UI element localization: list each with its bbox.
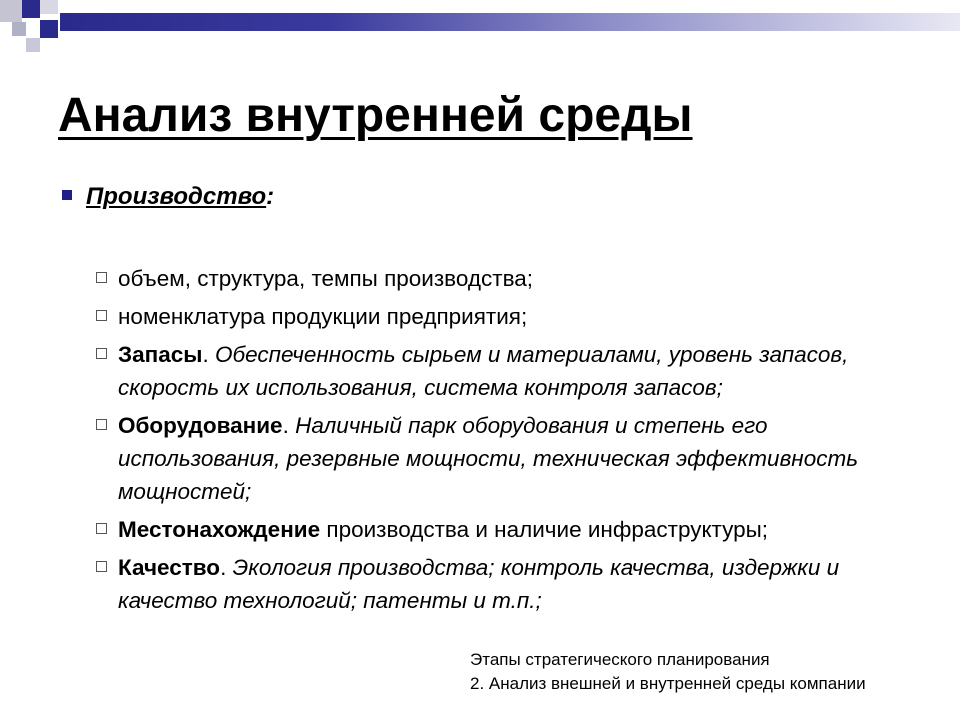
item-list <box>96 262 916 622</box>
section-heading <box>62 183 274 211</box>
footer-line-1: Этапы стратегического планирования <box>470 650 770 669</box>
decor-square-gray-3 <box>12 22 26 36</box>
item-text: объем, структура, темпы производства; <box>118 266 534 291</box>
list-item <box>96 338 916 404</box>
decor-square-gray-4 <box>26 38 40 52</box>
item-lead: Оборудование <box>118 413 283 438</box>
list-item <box>96 551 916 617</box>
checkbox-bullet-icon <box>96 272 107 283</box>
checkbox-bullet-icon <box>96 310 107 321</box>
decor-square-gray-1 <box>0 0 22 22</box>
footer-line-2: 2. Анализ внешней и внутренней среды компании <box>470 674 866 693</box>
item-text: . <box>202 342 215 367</box>
square-bullet-icon <box>62 190 72 200</box>
decor-square-blue-2 <box>40 20 58 38</box>
checkbox-bullet-icon <box>96 561 107 572</box>
item-text: номенклатура продукции предприятия; <box>118 304 528 329</box>
list-item <box>96 262 916 295</box>
list-item <box>96 300 916 333</box>
item-lead: Запасы <box>118 342 203 367</box>
item-italic: Экология производства; контроль качества, издержки и качество технологий; патенты и т.п.; <box>118 555 840 613</box>
list-item <box>96 513 916 546</box>
checkbox-bullet-icon <box>96 348 107 359</box>
section-suffix: : <box>266 183 275 210</box>
item-lead: Местонахождение <box>118 517 321 542</box>
checkbox-bullet-icon <box>96 419 107 430</box>
decor-square-gray-2 <box>40 0 58 14</box>
item-lead: Качество <box>118 555 221 580</box>
slide-title: Анализ внутренней среды <box>58 89 693 142</box>
slide-footer <box>470 648 866 696</box>
item-text: производства и наличие инфраструктуры; <box>320 517 769 542</box>
list-item <box>96 409 916 508</box>
item-italic: Наличный парк оборудования и степень его использования, резервные мощности, техническая эффективность мощностей; <box>118 413 859 504</box>
checkbox-bullet-icon <box>96 523 107 534</box>
header-gradient-bar <box>60 13 960 31</box>
item-text: . <box>220 555 233 580</box>
item-italic: Обеспеченность сырьем и материалами, уровень запасов, скорость их использования, система контроля запасов; <box>118 342 849 400</box>
item-text: . <box>282 413 296 438</box>
decor-square-blue-1 <box>22 0 40 18</box>
section-label: Производство <box>86 183 267 210</box>
